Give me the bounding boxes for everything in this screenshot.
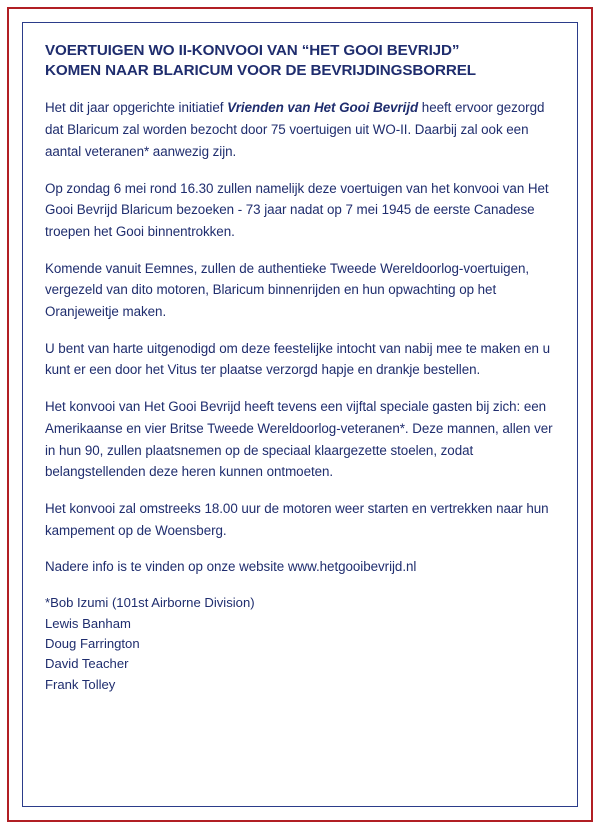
paragraph-route: Komende vanuit Eemnes, zullen de authentieke Tweede Wereldoorlog-voertuigen, vergezeld van dito motoren, Blaricum binnenrijden en hun opwachting op het Oranjeweitje maken.	[45, 260, 530, 320]
paragraph-intro-part-1: Het dit jaar opgerichte initiatief	[45, 100, 228, 116]
list-item: Lewis Banham	[45, 615, 131, 631]
page-title	[45, 41, 557, 81]
paragraph-invitation: U bent van harte uitgenodigd om deze feestelijke intocht van nabij mee te maken en u kunt er een door het Vitus ter plaatse verzorgd hapje en drankje bestellen.	[45, 340, 550, 378]
paragraph-guests: Het konvooi van Het Gooi Bevrijd heeft tevens een vijftal speciale gasten bij zich: een Amerikaanse en vier Britse Tweede Wereldoorlog-veteranen*. Deze mannen, allen ver in hun 90, zullen plaatsnemen op de speciaal klaargezette stoelen, zodat belangstellenden deze heren kunnen ontmoeten.	[45, 399, 553, 480]
list-item: *Bob Izumi (101st Airborne Division)	[45, 595, 255, 611]
initiative-name: Vrienden van Het Gooi Bevrijd	[227, 100, 419, 116]
list-item: Doug Farrington	[45, 635, 140, 651]
headline-line-2-lead: KOMEN NAAR BLARICUM VOOR DE	[45, 62, 311, 80]
headline-line-1: VOERTUIGEN WO II-KONVOOI VAN “HET GOOI BEVRIJD”	[45, 42, 460, 59]
headline-line-2	[45, 61, 557, 81]
list-item: Frank Tolley	[45, 676, 116, 692]
paragraph-schedule: Op zondag 6 mei rond 16.30 zullen namelijk deze voertuigen van het konvooi van Het Gooi Bevrijd Blaricum bezoeken - 73 jaar nadat op 7 mei 1945 de eerste Canadese troepen het Gooi binnentrokken.	[45, 180, 549, 239]
veterans-list	[45, 593, 557, 695]
paragraph-intro	[45, 97, 557, 162]
paragraph-intro-part-2: heeft ervoor gezorgd dat Blaricum zal worden bezocht door 75 voertuigen uit WO-II. Daarbij zal ook een aantal veteranen* aanwezig zijn.	[45, 100, 545, 159]
headline-line-2-accent: BEVRIJDINGSBORREL	[310, 62, 476, 80]
inner-blue-border	[22, 22, 578, 807]
paragraph-departure: Het konvooi zal omstreeks 18.00 uur de motoren weer starten en vertrekken naar hun kampement op de Woensberg.	[45, 500, 549, 538]
paragraph-website: Nadere info is te vinden op onze website www.hetgooibevrijd.nl	[45, 559, 417, 575]
poster-content	[23, 23, 577, 806]
list-item: David Teacher	[45, 656, 129, 672]
